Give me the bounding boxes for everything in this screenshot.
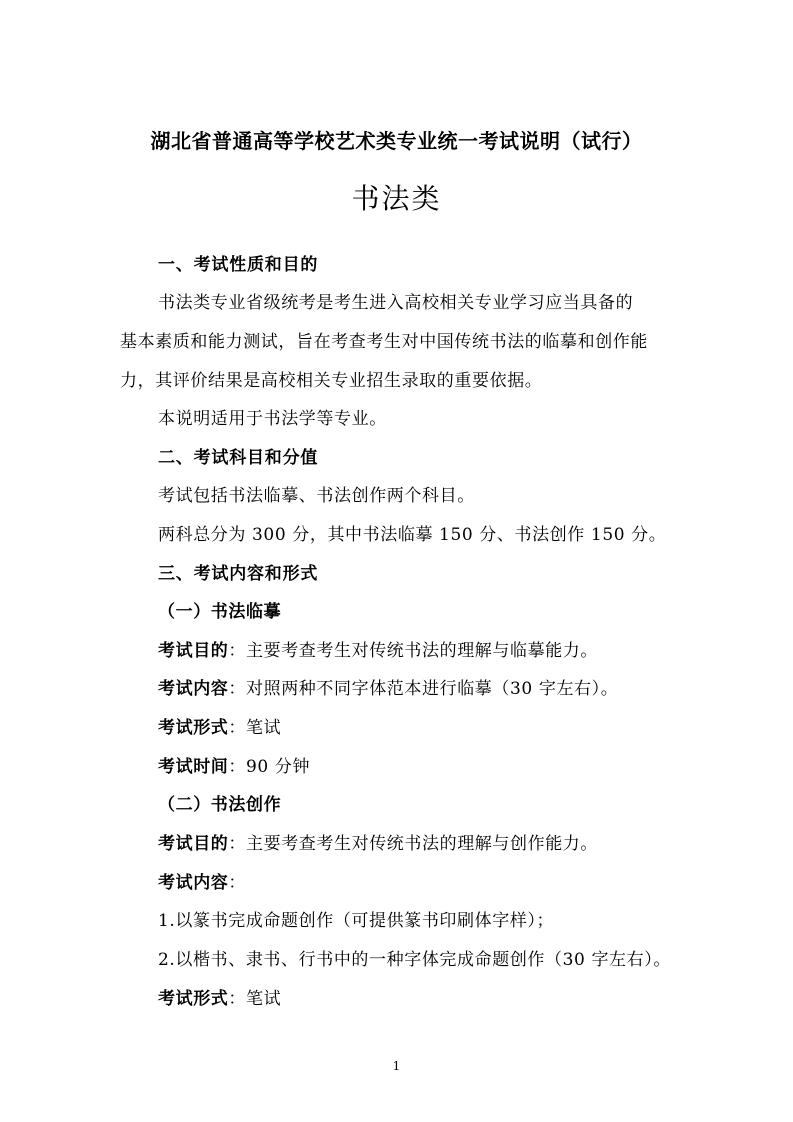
list-item: 2.以楷书、隶书、行书中的一种字体完成命题创作（30 字左右）。	[158, 950, 671, 970]
page-number: 1	[392, 1059, 401, 1073]
labeled-line	[158, 756, 310, 778]
labeled-line	[158, 833, 598, 855]
document-subtitle: 书法类	[351, 182, 442, 215]
paragraph-line: 两科总分为 300 分，其中书法临摹 150 分、书法创作 150 分。	[158, 525, 667, 545]
field-label: 考试内容	[158, 873, 229, 893]
labeled-line	[158, 717, 281, 739]
subsection-heading-2: （二）书法创作	[158, 795, 282, 815]
field-value: ：笔试	[228, 989, 282, 1009]
labeled-line	[158, 988, 281, 1010]
labeled-line	[158, 678, 618, 700]
field-value: ：对照两种不同字体范本进行临摹（30 字左右）。	[228, 679, 619, 699]
labeled-line	[158, 640, 598, 662]
section-heading-1: 一、考试性质和目的	[158, 255, 319, 275]
field-label: 考试形式	[158, 989, 229, 1009]
field-label: 考试时间	[158, 757, 229, 777]
field-value: ：笔试	[228, 718, 282, 738]
field-label: 考试内容	[158, 679, 229, 699]
list-item: 1.以篆书完成命题创作（可提供篆书印刷体字样）；	[158, 911, 555, 931]
section-heading-2: 二、考试科目和分值	[158, 448, 319, 468]
field-label: 考试目的	[158, 834, 229, 854]
field-label: 考试目的	[158, 641, 229, 661]
paragraph-line: 书法类专业省级统考是考生进入高校相关专业学习应当具备的	[158, 293, 634, 313]
field-value: ：90 分钟	[228, 757, 311, 777]
paragraph-line: 基本素质和能力测试，旨在考查考生对中国传统书法的临摹和创作能	[120, 332, 648, 352]
field-value: ：主要考查考生对传统书法的理解与创作能力。	[228, 834, 599, 854]
labeled-line	[158, 872, 246, 894]
paragraph-line: 考试包括书法临摹、书法创作两个科目。	[158, 486, 475, 506]
subsection-heading-1: （一）书法临摹	[158, 602, 282, 622]
paragraph-line: 力，其评价结果是高校相关专业招生录取的重要依据。	[120, 371, 543, 391]
section-heading-3: 三、考试内容和形式	[158, 564, 319, 584]
field-value: ：	[228, 873, 247, 893]
paragraph-line: 本说明适用于书法学等专业。	[158, 409, 387, 429]
field-label: 考试形式	[158, 718, 229, 738]
document-title: 湖北省普通高等学校艺术类专业统一考试说明（试行）	[150, 129, 643, 153]
field-value: ：主要考查考生对传统书法的理解与临摹能力。	[228, 641, 599, 661]
